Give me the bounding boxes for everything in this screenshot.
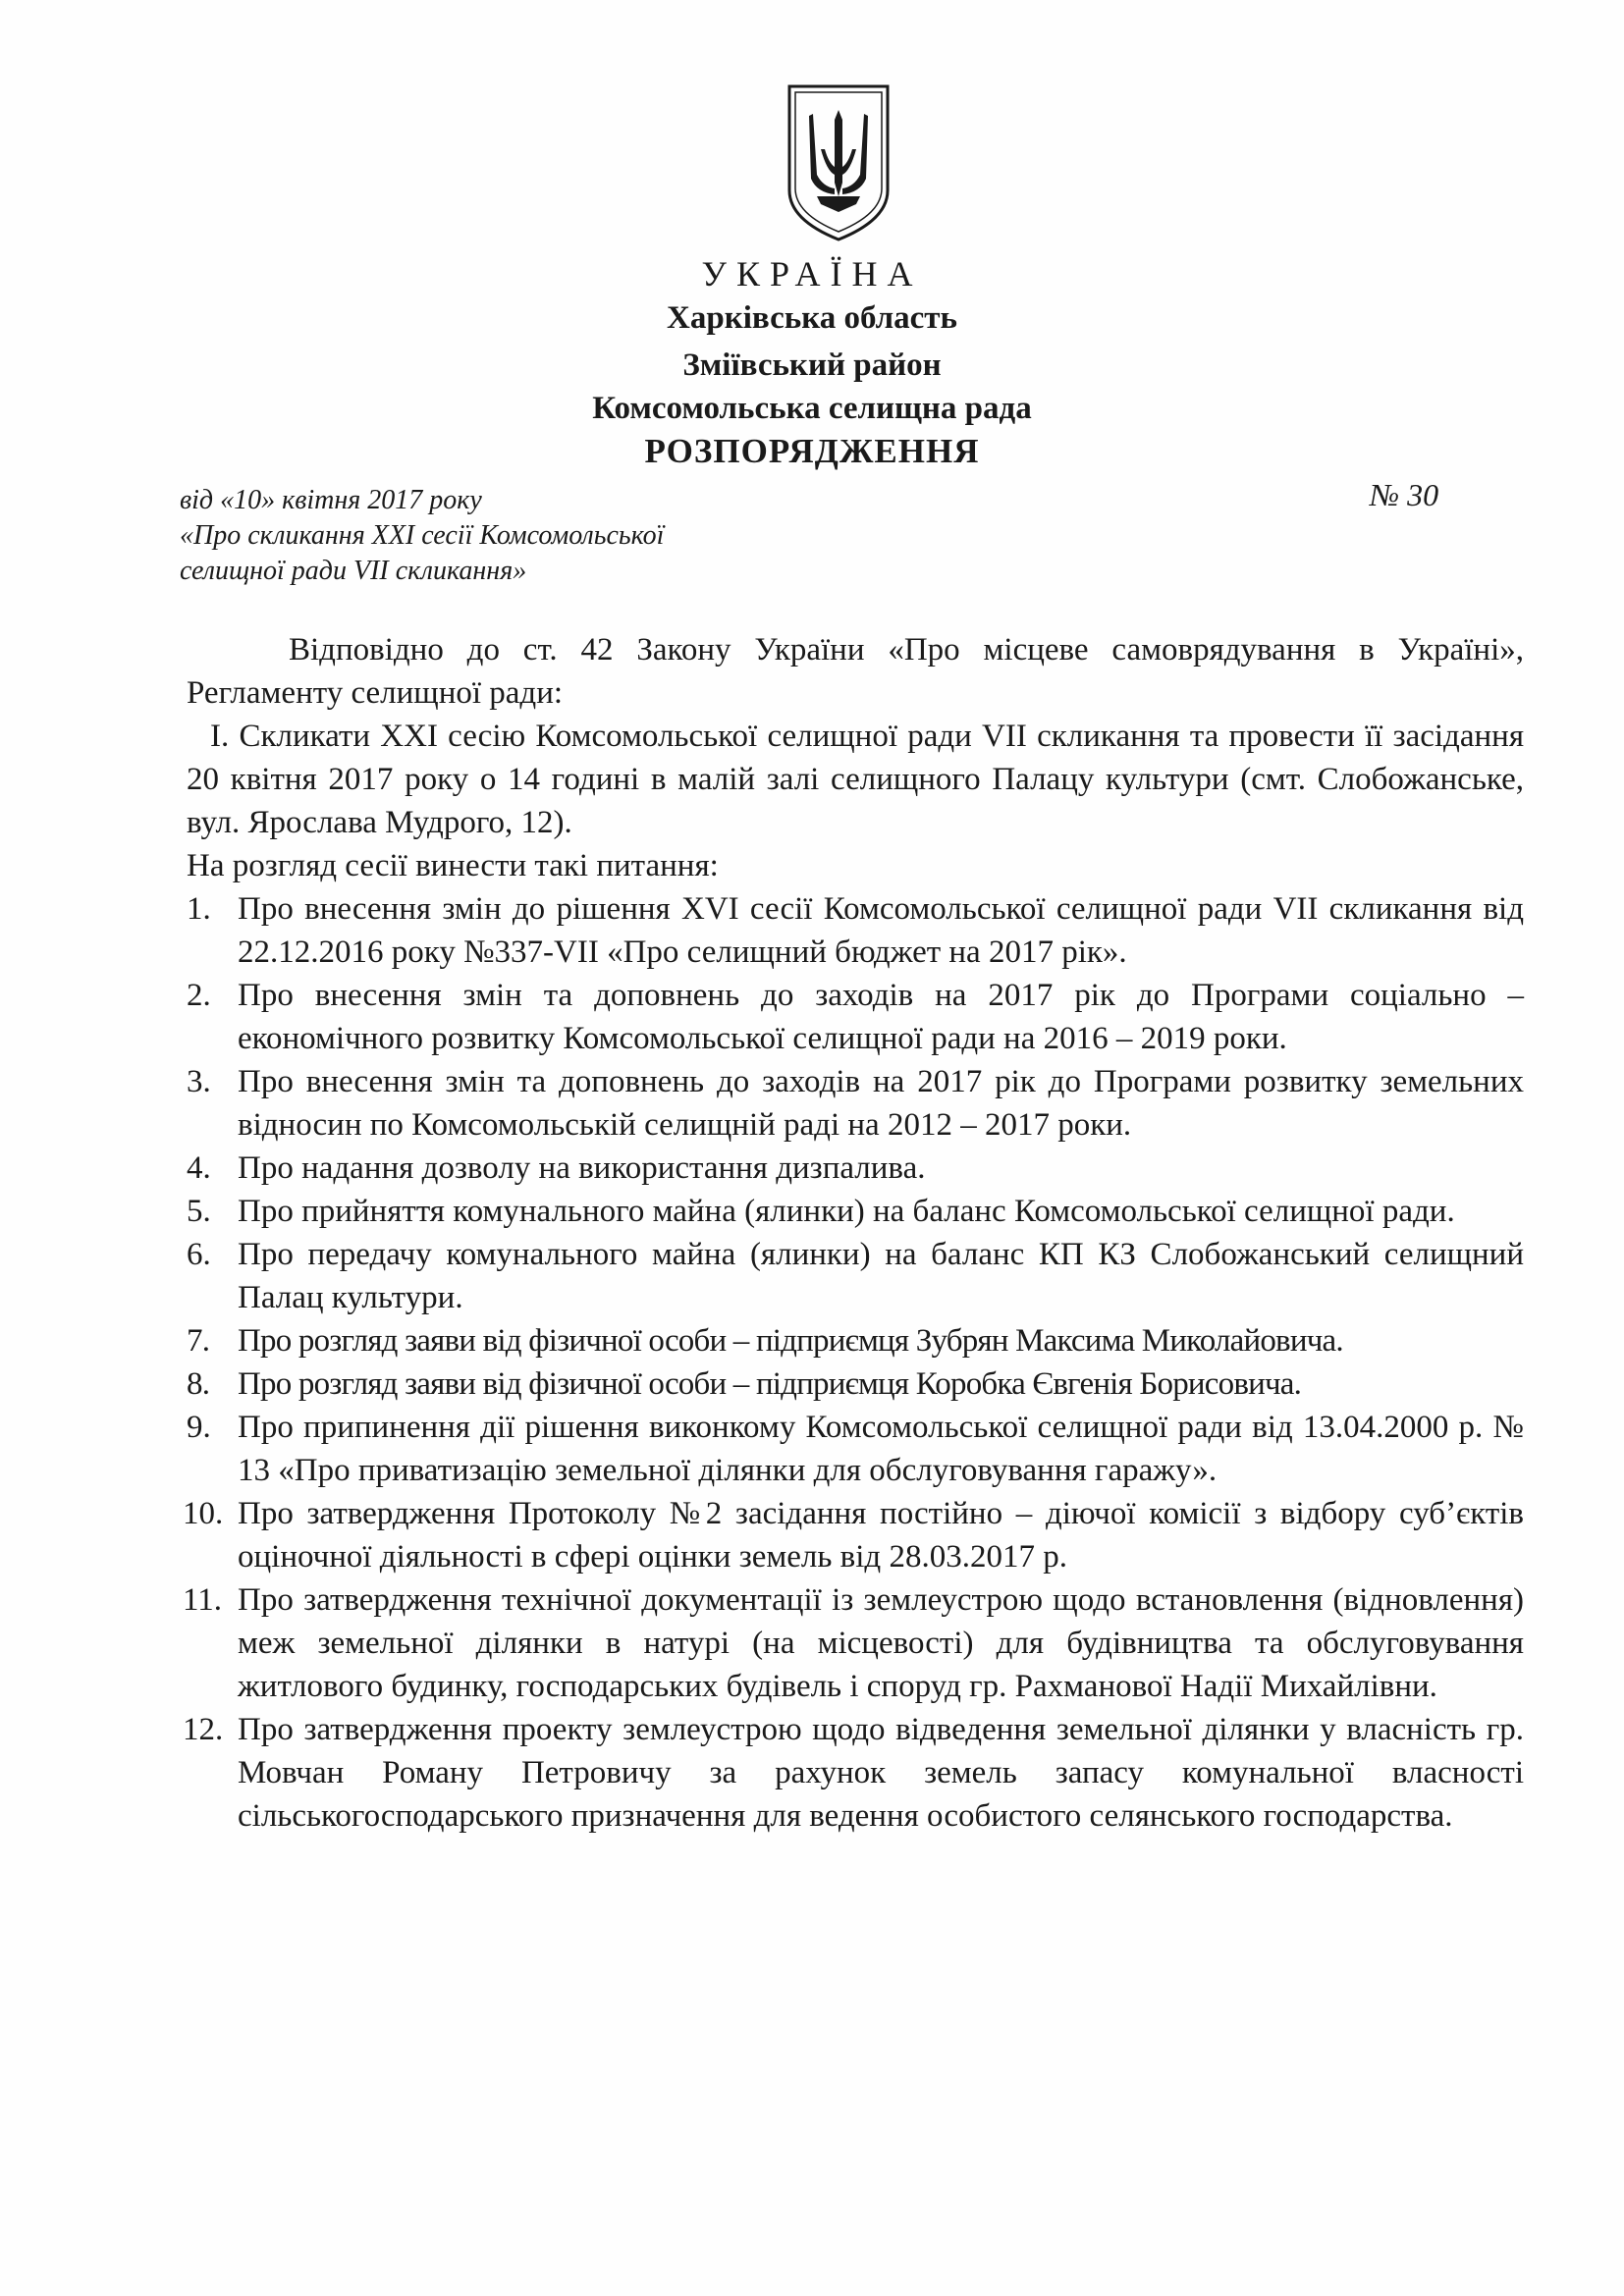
council-name: Комсомольська селищна рада [592, 391, 1032, 426]
subject-line-2: селищної ради VII скликання» [180, 556, 527, 586]
agenda-intro: На розгляд сесії винести такі питання: [187, 848, 719, 883]
region-name: Харківська область [667, 300, 957, 336]
list-item: 2. Про внесення змін та доповнень до заходів на 2017 рік до Програми соціально – економічного розвитку Комсомольської селищної ради на 2016 – 2019 роки. [187, 978, 1524, 1056]
list-item: 5. Про прийняття комунального майна (ялинки) на баланс Комсомольської селищної ради. [187, 1194, 1455, 1229]
coat-of-arms-icon [784, 80, 893, 245]
list-item: 11. Про затвердження технічної документації із землеустрою щодо встановлення (відновлення) меж земельної ділянки в натурі (на місцевості) для будівництва та обслуговування житлового будинку, господарських будівель і споруд гр. Рахманової Надії Михайлівни. [183, 1582, 1524, 1704]
document-date: від «10» квітня 2017 року [180, 485, 482, 515]
subject-line-1: «Про скликання XXI сесії Комсомольської [180, 520, 665, 551]
list-item: 7. Про розгляд заяви від фізичної особи – підприємця Зубрян Максима Миколайовича. [187, 1323, 1343, 1359]
list-item: 3. Про внесення змін та доповнень до заходів на 2017 рік до Програми розвитку земельних відносин по Комсомольській селищній раді на 2012 – 2017 роки. [187, 1064, 1524, 1143]
document-meta [180, 483, 664, 589]
list-item: 12. Про затвердження проекту землеустрою щодо відведення земельної ділянки у власність гр. Мовчан Роману Петровичу за рахунок земель запасу комунальної власності сільськогосподарського призначення для ведення особистого селянського господарства. [183, 1712, 1524, 1834]
list-item: 6. Про передачу комунального майна (ялинки) на баланс КП КЗ Слобожанський селищний Палац культури. [187, 1237, 1524, 1315]
list-item: 9. Про припинення дії рішення виконкому Комсомольської селищної ради від 13.04.2000 р. № 13 «Про приватизацію земельної ділянки для обслуговування гаражу». [187, 1410, 1524, 1488]
document-number: № 30 [1370, 477, 1439, 512]
preamble: Відповідно до ст. 42 Закону України «Про місцеве самоврядування в Україні», Регламенту селищної ради: [187, 632, 1524, 711]
document-type: РОЗПОРЯДЖЕННЯ [644, 432, 980, 470]
document-body [183, 628, 1524, 1838]
list-item: 10. Про затвердження Протоколу №2 засідання постійно – діючої комісії з відбору суб’єктів оціночної діяльності в сфері оцінки земель від 28.03.2017 р. [183, 1496, 1524, 1575]
clause-1: І. Скликати XXI сесію Комсомольської селищної ради VII скликання та провести її засідання 20 квітня 2017 року о 14 годині в малій залі селищного Палацу культури (смт. Слобожанське, вул. Ярослава Мудрого, 12). [187, 719, 1524, 840]
agenda-list [183, 887, 1524, 1838]
list-item: 4. Про надання дозволу на використання дизпалива. [187, 1150, 926, 1186]
district-name: Зміївський район [682, 347, 942, 383]
list-item: 8. Про розгляд заяви від фізичної особи – підприємця Коробка Євгенія Борисовича. [187, 1366, 1302, 1402]
list-item: 1. Про внесення змін до рішення XVI сесії Комсомольської селищної ради VII скликання від 22.12.2016 року №337-VII «Про селищний бюджет на 2017 рік». [187, 891, 1524, 970]
country-name: УКРАЇНА [701, 254, 923, 294]
